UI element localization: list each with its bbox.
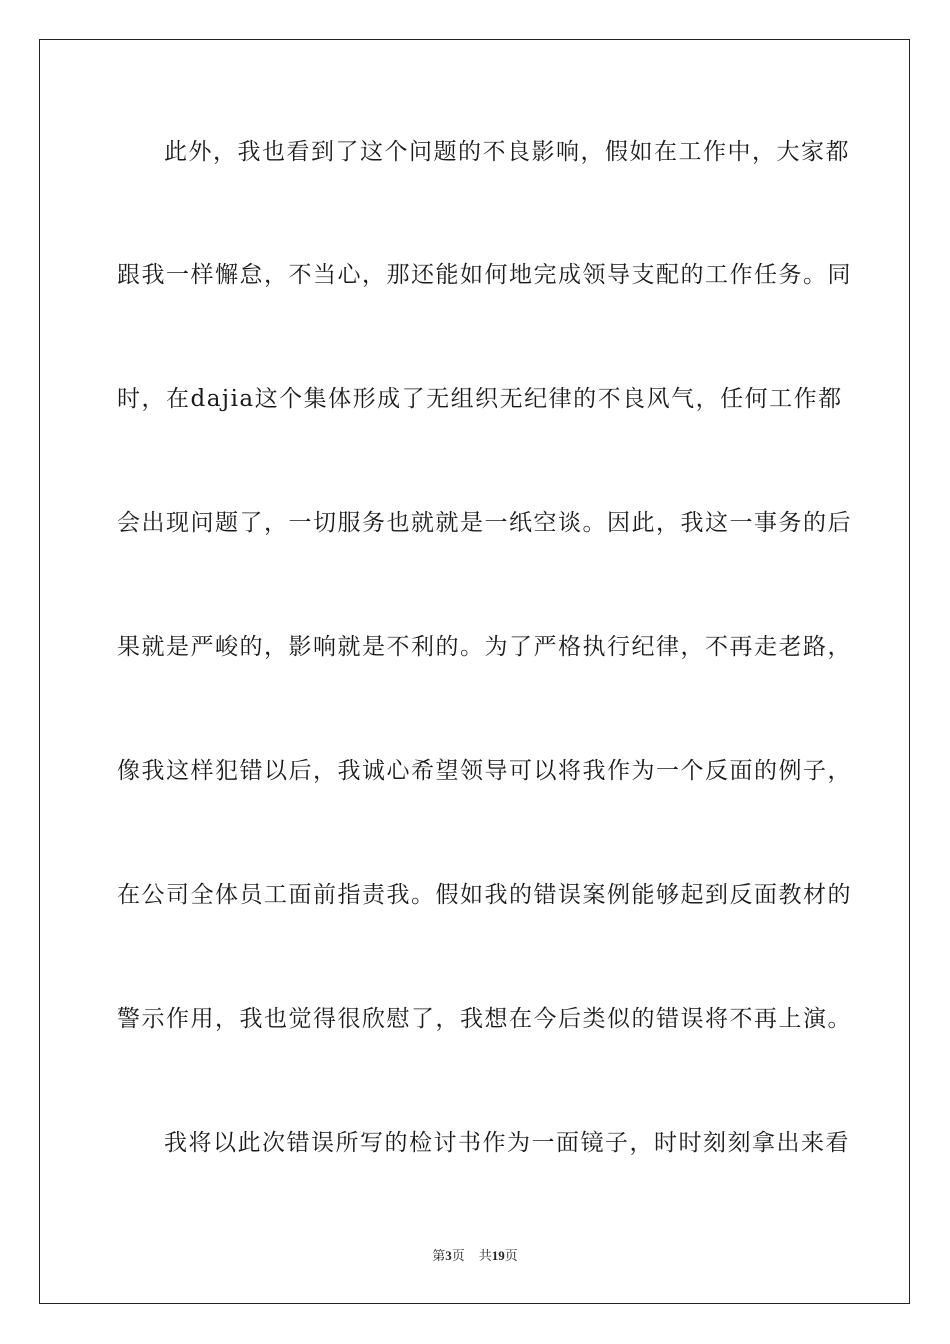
total-prefix: 共: [478, 1248, 492, 1263]
paragraph-line: 我将以此次错误所写的检讨书作为一面镜子，时时刻刻拿出来看: [164, 1130, 850, 1156]
paragraph-line: 会出现问题了，一切服务也就就是一纸空谈。因此，我这一事务的后: [117, 510, 852, 536]
paragraph-line: 跟我一样懈怠，不当心，那还能如何地完成领导支配的工作任务。同: [117, 262, 852, 288]
page-border: [39, 39, 910, 1304]
total-pages: 19: [491, 1248, 505, 1263]
total-suffix: 页: [504, 1248, 518, 1263]
page-prefix: 第: [432, 1248, 446, 1263]
page-suffix: 页: [451, 1248, 465, 1263]
paragraph-line: 像我这样犯错以后，我诚心希望领导可以将我作为一个反面的例子，: [117, 758, 852, 784]
page-number: 3: [445, 1248, 452, 1263]
page-footer: [0, 1247, 950, 1265]
paragraph-line: 在公司全体员工面前指责我。假如我的错误案例能够起到反面教材的: [117, 882, 852, 908]
paragraph-line: 此外，我也看到了这个问题的不良影响，假如在工作中，大家都: [164, 139, 850, 165]
paragraph-line: 警示作用，我也觉得很欣慰了，我想在今后类似的错误将不再上演。: [117, 1006, 852, 1032]
paragraph-line: 时，在dajia这个集体形成了无组织无纪律的不良风气，任何工作都: [117, 386, 843, 412]
paragraph-line: 果就是严峻的，影响就是不利的。为了严格执行纪律，不再走老路，: [117, 634, 852, 660]
